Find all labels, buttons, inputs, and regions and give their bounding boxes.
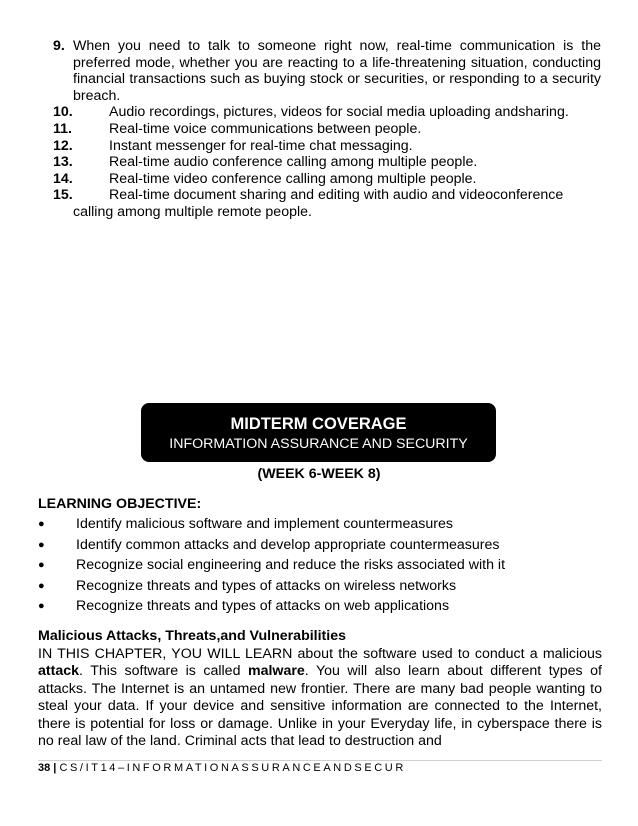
objective-list (38, 514, 598, 617)
list-item (53, 154, 601, 171)
list-item-number: 14. (53, 170, 73, 187)
footer-divider (38, 760, 602, 761)
paragraph-text: . This software is called (79, 663, 248, 680)
page-footer (38, 762, 406, 774)
bullet-icon: ● (38, 518, 45, 530)
list-item-text: Real-time audio conference calling among multiple people. (109, 154, 478, 171)
list-item (53, 171, 601, 188)
list-item-continuation: calling among multiple remote people. (73, 203, 312, 220)
bold-term-attack: attack (38, 663, 80, 680)
banner-title: MIDTERM COVERAGE (230, 415, 407, 433)
section-paragraph (38, 646, 602, 750)
list-item (53, 104, 601, 121)
list-item-text: Real-time document sharing and editing with audio and videoconference (109, 187, 564, 204)
objective-text: Recognize threats and types of attacks on wireless networks (76, 577, 457, 594)
bullet-icon: ● (38, 600, 45, 612)
list-item (53, 187, 601, 204)
objective-text: Recognize threats and types of attacks on web applications (76, 598, 450, 614)
bold-term-malware: malware (247, 663, 305, 680)
objective-item (38, 555, 598, 576)
week-range: (WEEK 6-WEEK 8) (257, 466, 381, 482)
objective-item (38, 535, 598, 556)
list-item-number: 9. (53, 38, 65, 54)
list-item-text: Real-time video conference calling among multiple people. (109, 170, 477, 187)
list-item-number: 12. (53, 137, 73, 154)
list-item-text: Real-time voice communications between people. (109, 120, 422, 137)
footer-separator: | (50, 762, 60, 774)
paragraph-text: IN THIS CHAPTER, YOU WILL LEARN about the software used to conduct a malicious (38, 646, 602, 662)
paragraph-text: . You will also learn about different types of attacks. The Internet is an untamed new frontier. There are many bad people wanting to steal your data. If your device and sensitive information are connected to the Internet, there is potential for loss or damage. Unlike in your Everyday life, in cyberspace there is no real law of the land. Criminal acts that lead to destruction and (38, 663, 602, 750)
list-item (53, 138, 601, 155)
objective-text: Recognize social engineering and reduce the risks associated with it (76, 557, 506, 573)
list-item-text: When you need to talk to someone right now, real-time communication is the preferred mode, whether you are reacting to a life-threatening situation, conducting financial transactions such as buying stock or securities, or responding to a security breach. (73, 38, 601, 104)
bullet-icon: ● (38, 579, 45, 592)
list-item-number: 10. (53, 104, 73, 121)
section-heading: Malicious Attacks, Threats,and Vulnerabilities (38, 628, 347, 644)
banner-subtitle: INFORMATION ASSURANCE AND SECURITY (169, 436, 468, 452)
learning-objective-heading: LEARNING OBJECTIVE: (38, 496, 202, 512)
list-item-text: Audio recordings, pictures, videos for social media uploading andsharing. (109, 104, 569, 121)
list-item-text: Instant messenger for real-time chat messaging. (109, 137, 413, 154)
numbered-list (53, 38, 601, 221)
list-item (53, 38, 601, 104)
objective-item (38, 596, 598, 617)
objective-text: Identify common attacks and develop appropriate countermeasures (76, 536, 500, 553)
list-item (53, 121, 601, 138)
bullet-icon: ● (38, 559, 45, 571)
objective-item (38, 514, 598, 535)
objective-item (38, 576, 598, 597)
page-number: 38 (38, 762, 51, 774)
bullet-icon: ● (38, 538, 45, 551)
list-item-number: 15. (53, 187, 73, 204)
list-item-number: 11. (53, 120, 72, 137)
midterm-banner (141, 403, 496, 462)
objective-text: Identify malicious software and implement countermeasures (76, 516, 453, 532)
list-item-number: 13. (53, 154, 73, 171)
footer-course-title: CS/IT14–INFORMATIONASSURANCEANDSECUR (59, 762, 406, 774)
